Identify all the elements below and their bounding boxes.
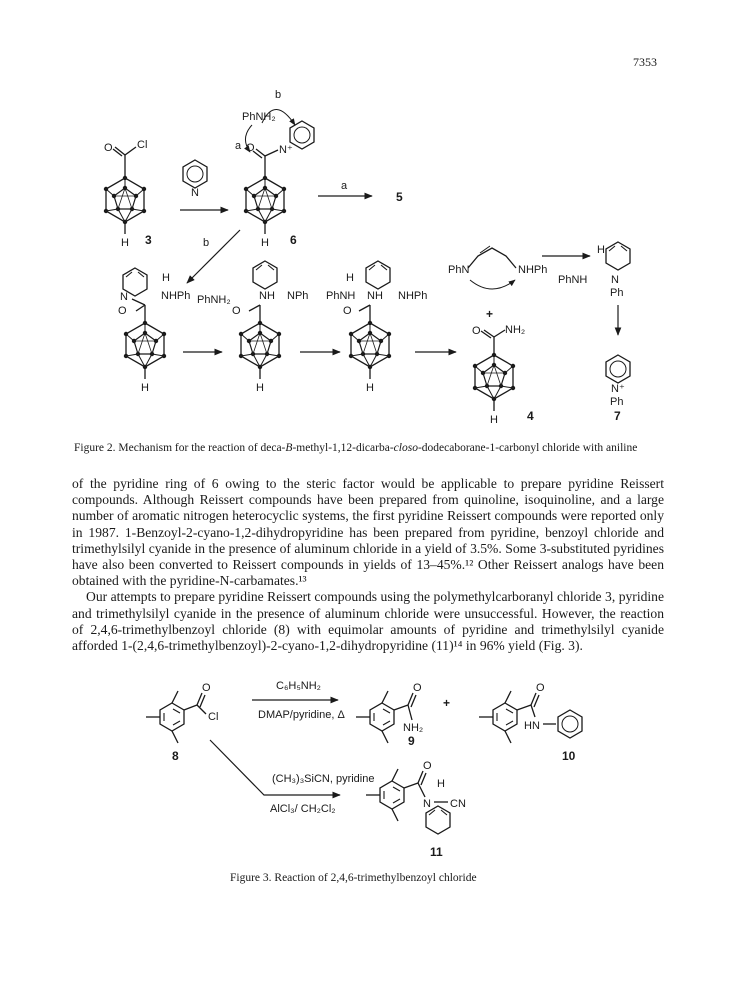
- compound-4: [472, 324, 534, 426]
- caption-closo: closo: [393, 442, 418, 454]
- fig2-label-o6: O: [246, 142, 255, 154]
- fig2-label-arrow-a: a: [341, 180, 348, 192]
- fig3-11-cn: CN: [450, 798, 466, 810]
- compound-3: [104, 139, 152, 249]
- fig2-label-h3: H: [121, 237, 129, 249]
- fig3-label-11: 11: [430, 845, 443, 859]
- fig3-11-o: O: [423, 760, 432, 772]
- figure-3-caption: Figure 3. Reaction of 2,4,6-trimethylbenzoyl chloride: [230, 872, 477, 884]
- fig2-int3-nhph: NHPh: [398, 290, 428, 302]
- fig2-int3-nh: NH: [367, 290, 383, 302]
- fig2-diimine-phn: PhN: [448, 264, 470, 276]
- fig2-diimine-nhph: NHPh: [518, 264, 548, 276]
- fig2-int2-hbottom: H: [256, 382, 264, 394]
- pyridine-reagent: [183, 160, 207, 199]
- diimine-intermediate: [448, 246, 547, 289]
- fig2-int1-nhph: NHPh: [161, 290, 191, 302]
- caption-mid: -methyl-1,12-dicarba-: [292, 442, 394, 454]
- fig2-int1-h: H: [162, 272, 170, 284]
- body-text: [72, 476, 664, 654]
- fig2-int2-nh: NH: [259, 290, 275, 302]
- fig2-label-7: 7: [614, 409, 621, 423]
- fig3-11-h: H: [437, 778, 445, 790]
- caption-prefix: Figure 2. Mechanism for the reaction of deca-: [74, 442, 286, 454]
- intermediate-3: [326, 261, 427, 394]
- fig2-label-nplus6: N⁺: [279, 144, 293, 156]
- fig2-int1-hbottom: H: [141, 382, 149, 394]
- fig2-int2-o: O: [232, 305, 241, 317]
- fig2-cyc-phnh: PhNH: [558, 274, 588, 286]
- fig2-4-h: H: [490, 414, 498, 426]
- fig2-7-ph: Ph: [610, 396, 624, 408]
- fig3-reagent-top: C₆H₅NH₂: [276, 680, 321, 692]
- intermediate-1: [118, 268, 190, 394]
- compound-8: [146, 682, 218, 763]
- fig2-int3-h: H: [346, 272, 354, 284]
- fig3-11-n: N: [423, 798, 431, 810]
- fig2-int2-nph: NPh: [287, 290, 309, 302]
- fig3-label-9: 9: [408, 734, 415, 748]
- fig2-cyc-ph: Ph: [610, 287, 624, 299]
- fig3-cond-bottom: AlCl₃/ CH₂Cl₂: [270, 803, 336, 815]
- fig2-label-a-left: a: [235, 140, 242, 152]
- compound-6: [235, 89, 314, 249]
- fig2-label-phnh2-top: PhNH₂: [242, 111, 276, 123]
- fig3-9-nh2: NH₂: [403, 722, 424, 734]
- fig3-9-o: O: [413, 682, 422, 694]
- fig3-plus: +: [443, 696, 451, 710]
- fig2-int3-hbottom: H: [366, 382, 374, 394]
- fig2-label-arrow-b: b: [203, 237, 210, 249]
- fig2-label-4: 4: [527, 409, 534, 423]
- fig3-10-o: O: [536, 682, 545, 694]
- caption-suffix: -dodecaborane-1-carbonyl chloride with aniline: [417, 442, 638, 454]
- fig2-plus: +: [486, 307, 494, 321]
- fig2-int1-o: O: [118, 305, 127, 317]
- fig2-label-3: 3: [145, 233, 152, 247]
- cyclized-intermediate: [558, 242, 630, 299]
- compound-11: [366, 760, 466, 859]
- fig2-int3-phnh: PhNH: [326, 290, 356, 302]
- fig3-label-10: 10: [562, 749, 576, 763]
- compound-10: [479, 682, 582, 763]
- fig2-7-nplus: N⁺: [611, 383, 625, 395]
- fig3-10-hn: HN: [524, 720, 540, 732]
- fig2-int1-n: N: [120, 291, 128, 303]
- arrow-b-diagonal: [187, 230, 240, 283]
- intermediate-2: [232, 261, 308, 394]
- fig3-cond-top: DMAP/pyridine, Δ: [258, 709, 345, 721]
- fig3-8-cl: Cl: [208, 711, 219, 723]
- fig2-cyc-h: H: [597, 244, 605, 256]
- fig2-cyc-n: N: [611, 274, 619, 286]
- fig2-label-5: 5: [396, 190, 403, 204]
- fig2-4-nh2: NH₂: [505, 324, 526, 336]
- page-number: 7353: [633, 55, 657, 69]
- figure-2-caption: [74, 441, 637, 455]
- fig2-label-h6: H: [261, 237, 269, 249]
- paragraph-2: Our attempts to prepare pyridine Reissert compounds using the polymethylcarboranyl chloride 3, pyridine and trimethylsilyl cyanide in the presence of aluminum chloride were unsuccessful. However, the reaction of 2,4,6-trimethylbenzoyl chloride (8) with equimolar amounts of pyridine and trimethylsilyl cyanide afforded 1-(2,4,6-trimethylbenzoyl)-2-cyano-1,2-dihydropyridine (11)¹⁴ in 96% yield (Fig. 3).: [72, 589, 664, 654]
- fig2-label-6: 6: [290, 233, 297, 247]
- compound-7: [606, 355, 630, 423]
- fig2-label-o3: O: [104, 142, 113, 154]
- fig2-pyridine-n: N: [191, 187, 199, 199]
- fig2-label-cl: Cl: [137, 139, 148, 151]
- fig3-8-o: O: [202, 682, 211, 694]
- fig2-label-b-top: b: [275, 89, 282, 101]
- fig3-label-8: 8: [172, 749, 179, 763]
- fig2-int3-o: O: [343, 305, 352, 317]
- compound-9: [356, 682, 423, 748]
- fig2-4-o: O: [472, 325, 481, 337]
- fig3-reagent-bottom: (CH₃)₃SiCN, pyridine: [272, 773, 375, 785]
- caption-b: B: [285, 442, 293, 454]
- fig2-label-phnh2-mid: PhNH₂: [197, 294, 231, 306]
- paragraph-1: of the pyridine ring of 6 owing to the steric factor would be applicable to prepare pyridine Reissert compounds. Although Reissert compounds have been prepared from quinoline, isoquinoline, and a large number of aromatic nitrogen heterocyclic systems, the first pyridine Reissert compounds were reported only in 1987. 1-Benzoyl-2-cyano-1,2-dihydropyridine has been prepared from pyridine, benzoyl chloride and trimethylsilyl cyanide in the presence of aluminum chloride in a yield of 3.5%. Some 3-substituted pyridines have also been converted to Reissert compounds in yields of 13–45%.¹² Other Reissert analogs have been obtained with the pyridine-N-carbamates.¹³: [72, 476, 664, 589]
